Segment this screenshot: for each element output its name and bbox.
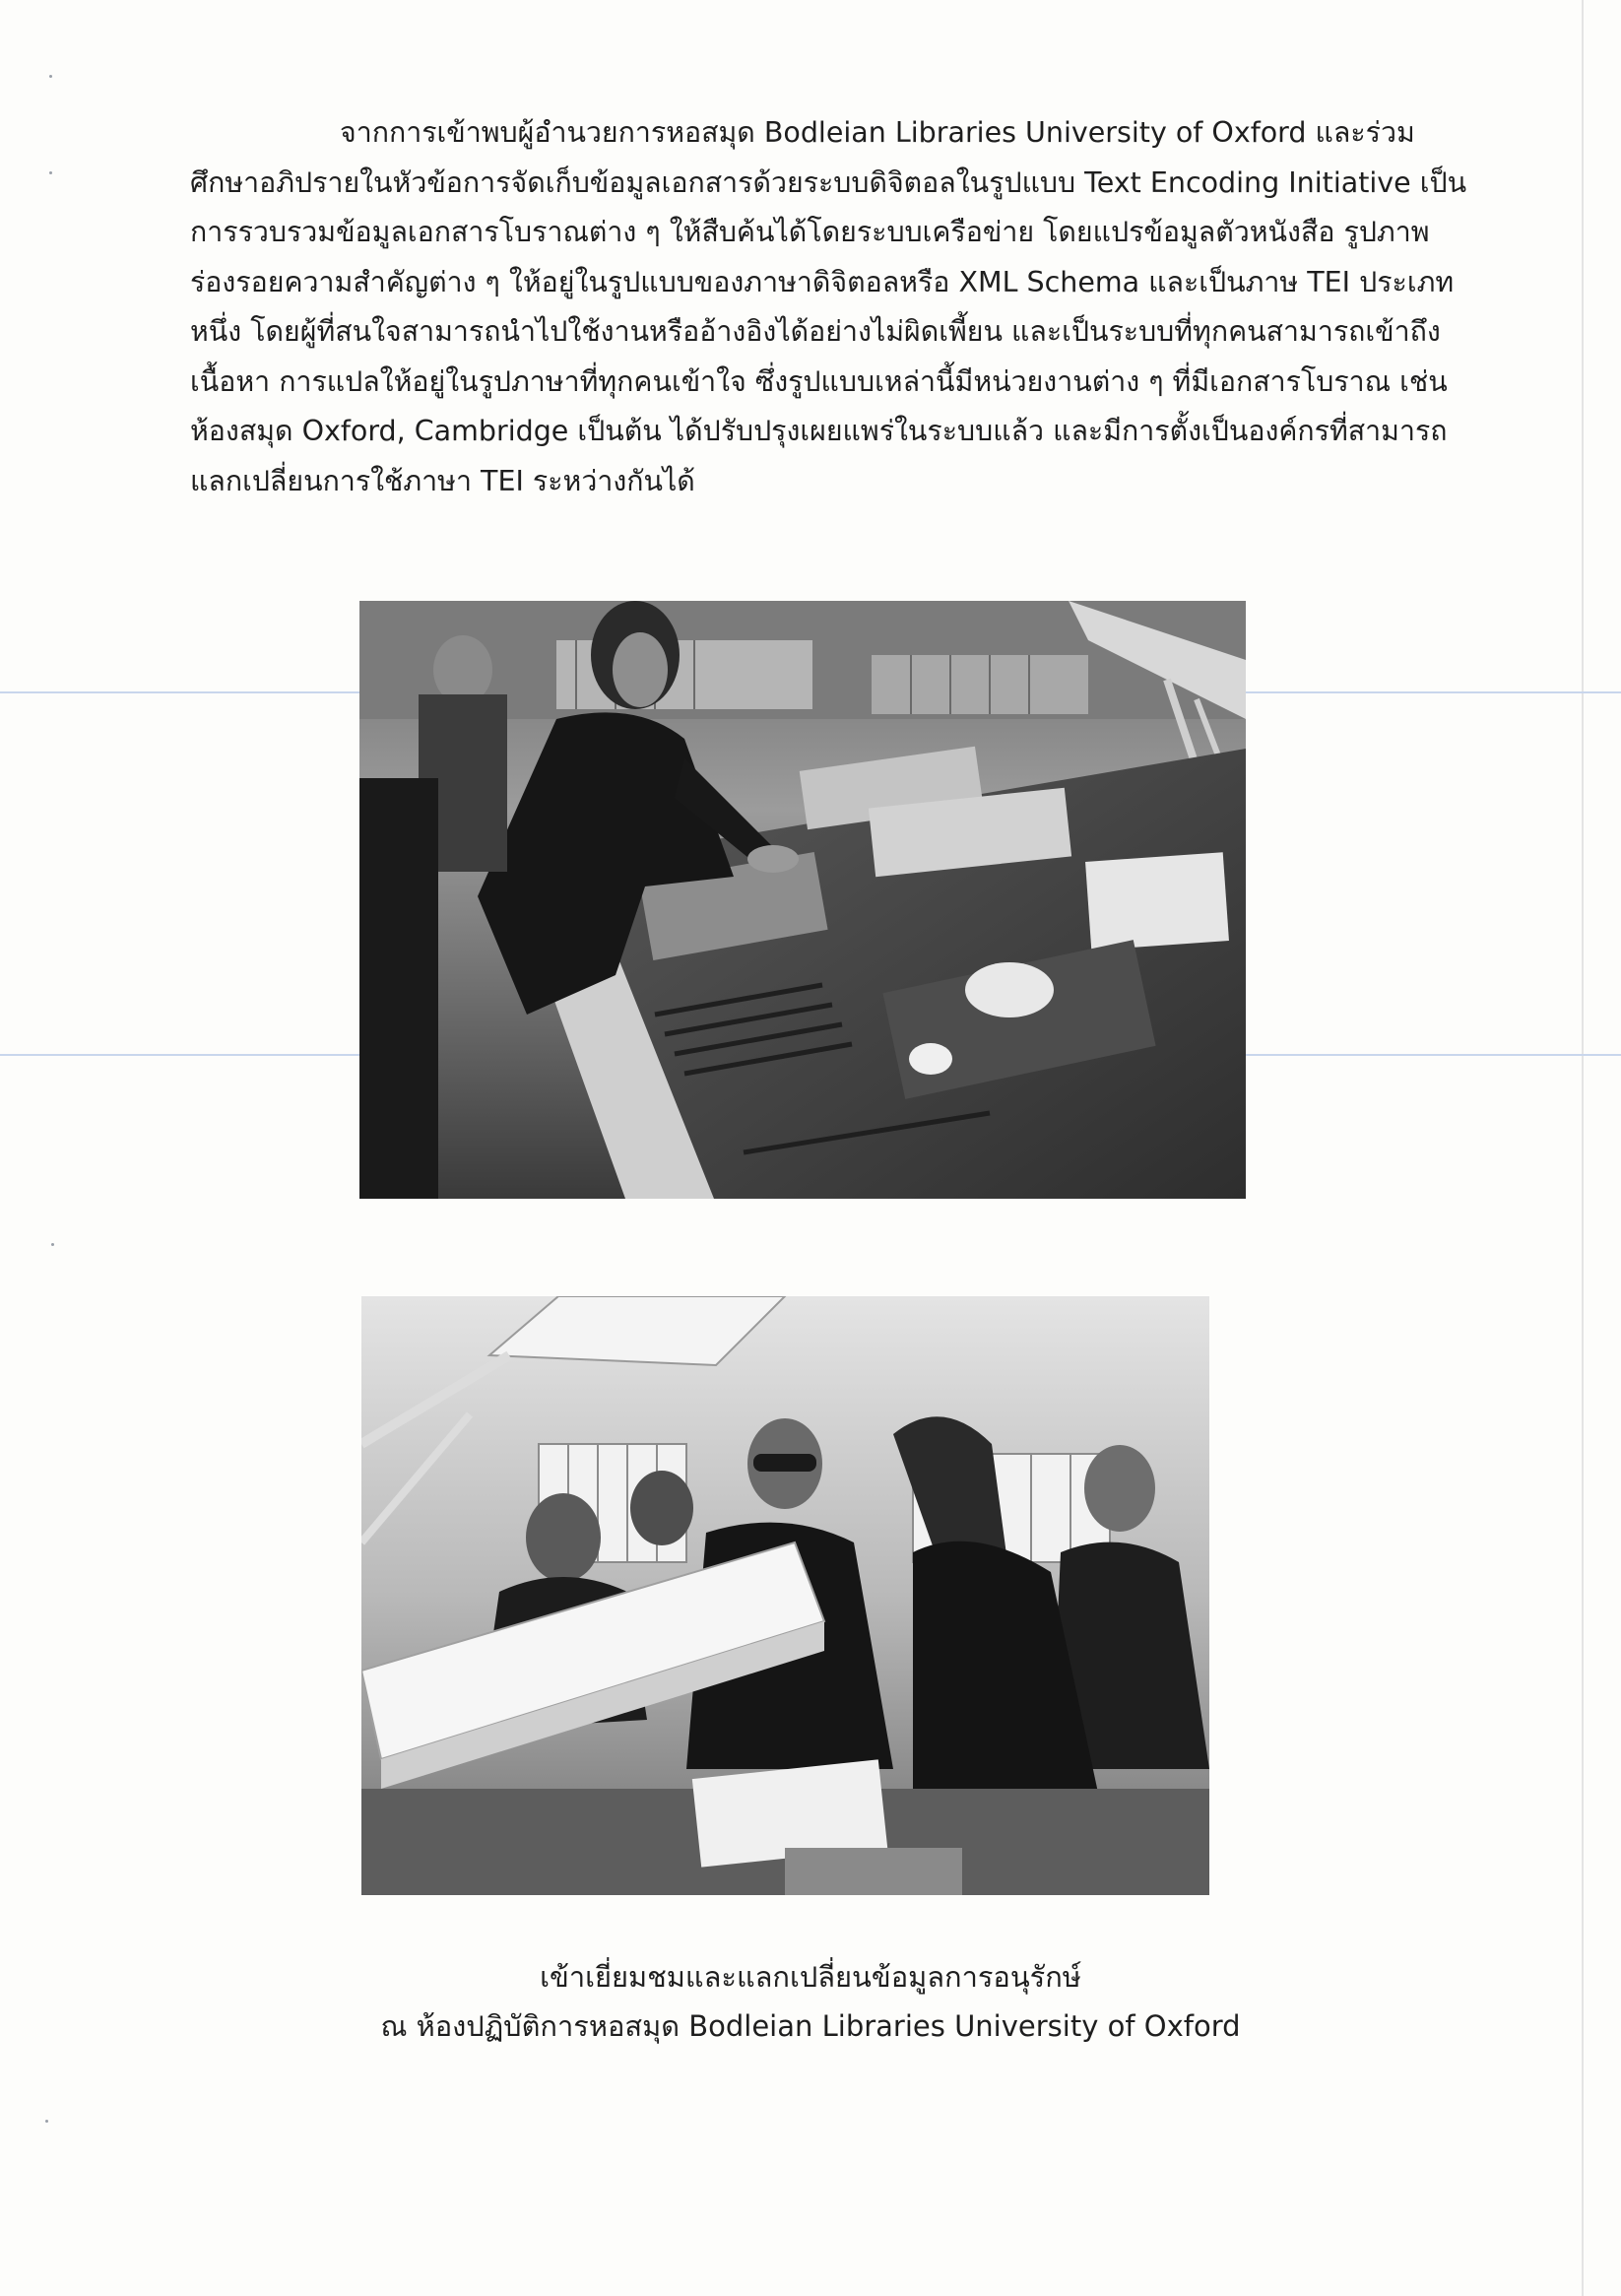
scan-dust	[49, 171, 52, 174]
photo-caption-line-1: เข้าเยี่ยมชมและแลกเปลี่ยนข้อมูลการอนุรักษ์	[540, 1960, 1081, 1994]
scan-dust	[51, 1243, 54, 1246]
paragraph-line: หนึ่ง โดยผู้ที่สนใจสามารถนำไปใช้งานหรืออ้างอิงได้อย่างไม่ผิดเพี้ยน และเป็นระบบที่ทุกคนสามารถเข้าถึง	[190, 315, 1441, 348]
photo-group-discussion	[361, 1296, 1209, 1895]
paragraph-line: ศึกษาอภิปรายในหัวข้อการจัดเก็บข้อมูลเอกสารด้วยระบบดิจิตอลในรูปแบบ Text Encoding Initiative เป็น	[190, 165, 1467, 199]
page-edge	[1582, 0, 1584, 2296]
photo-conservation-lab	[359, 601, 1246, 1199]
paragraph-line: จากการเข้าพบผู้อำนวยการหอสมุด Bodleian Libraries University of Oxford และร่วม	[340, 116, 1415, 149]
paragraph-line: แลกเปลี่ยนการใช้ภาษา TEI ระหว่างกันได้	[190, 464, 695, 497]
paragraph-line: ร่องรอยความสำคัญต่าง ๆ ให้อยู่ในรูปแบบของภาษาดิจิตอลหรือ XML Schema และเป็นภาษ TEI ประเภท	[190, 265, 1455, 298]
paragraph-line: การรวบรวมข้อมูลเอกสารโบราณต่าง ๆ ให้สืบค้นได้โดยระบบเครือข่าย โดยแปรข้อมูลตัวหนังสือ รูปภาพ	[190, 216, 1430, 248]
body-paragraph	[190, 108, 1467, 506]
scan-dust	[49, 75, 52, 78]
scan-dust	[45, 2120, 48, 2123]
paragraph-line: เนื้อหา การแปลให้อยู่ในรูปภาษาที่ทุกคนเข้าใจ ซึ่งรูปแบบเหล่านี้มีหน่วยงานต่าง ๆ ที่มีเอกสารโบราณ เช่น	[190, 364, 1448, 398]
photo-caption-line-2: ณ ห้องปฏิบัติการหอสมุด Bodleian Libraries University of Oxford	[380, 2009, 1241, 2043]
paragraph-line: ห้องสมุด Oxford, Cambridge เป็นต้น ได้ปรับปรุงเผยแพร่ในระบบแล้ว และมีการตั้งเป็นองค์กรที่สามารถ	[190, 415, 1448, 447]
